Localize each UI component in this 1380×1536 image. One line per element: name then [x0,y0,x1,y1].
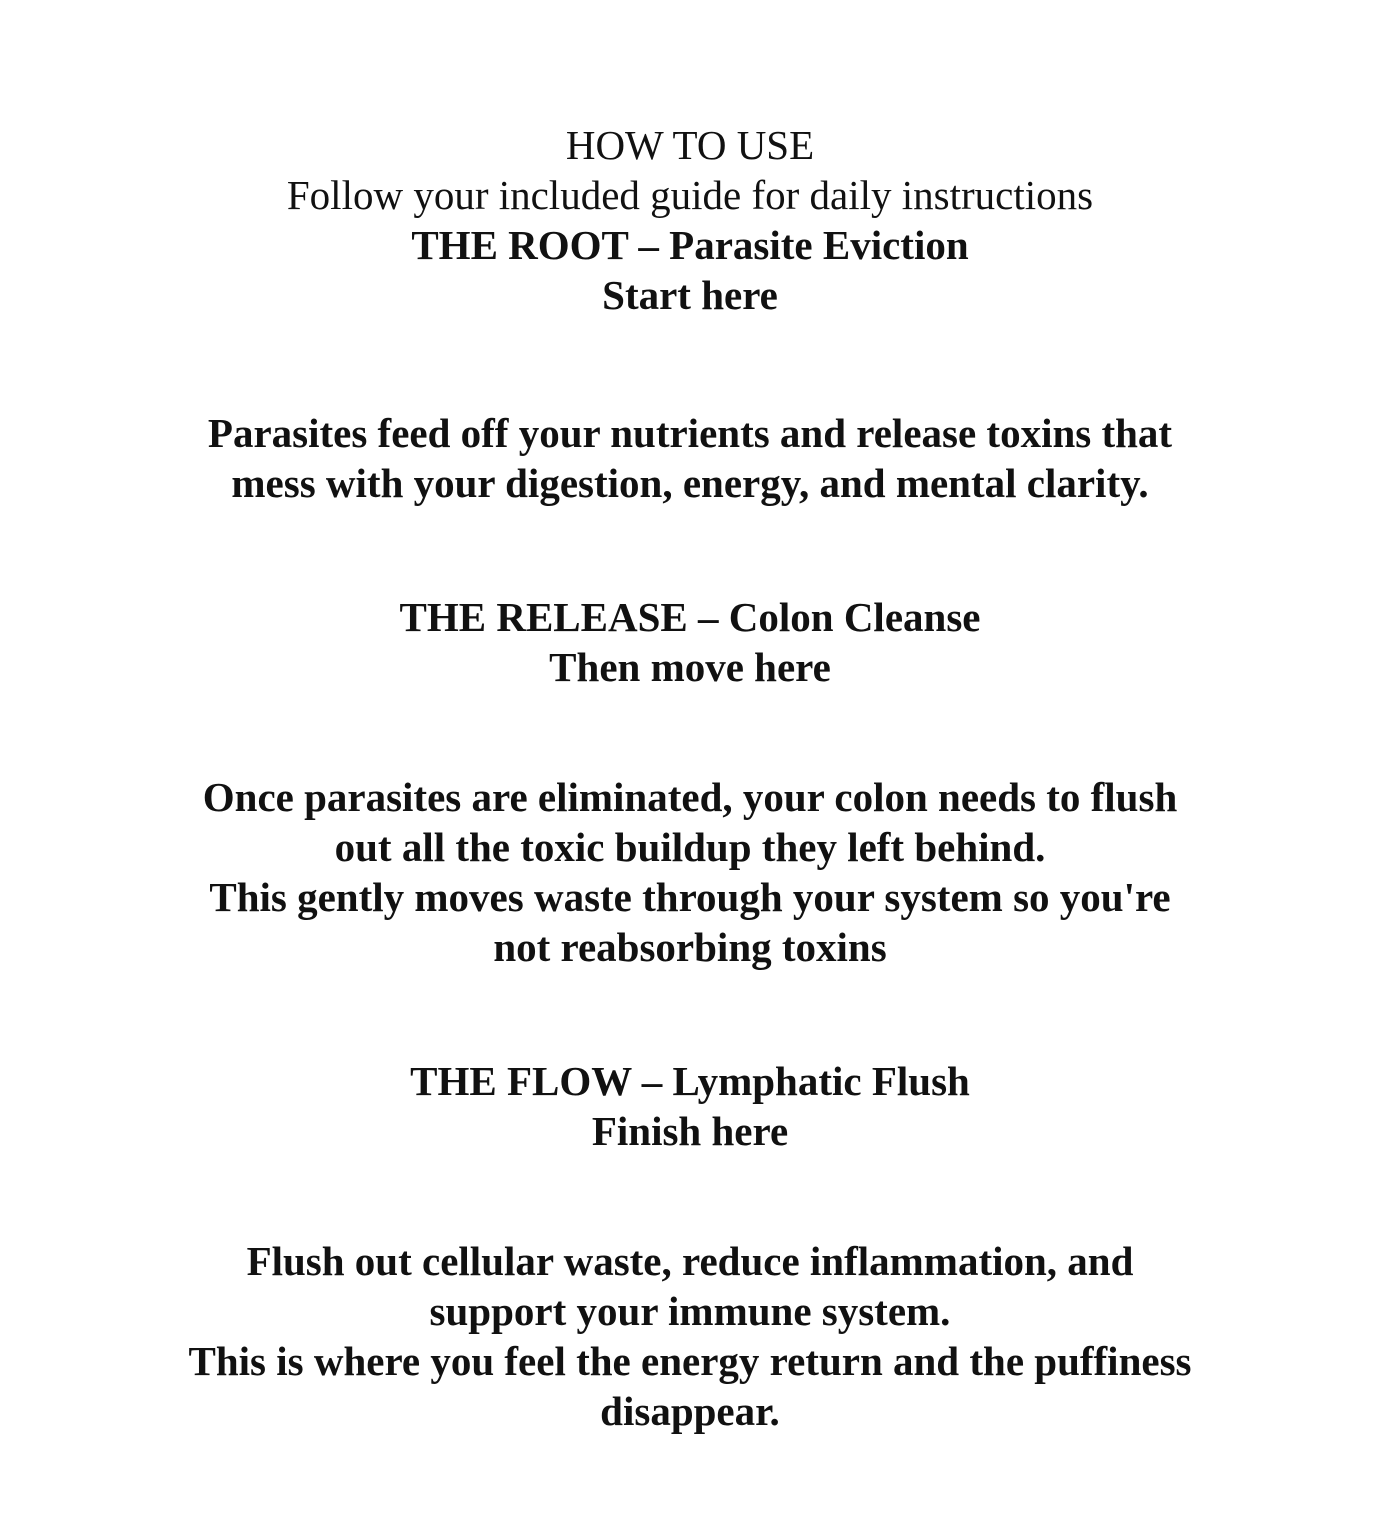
section-step-label: Then move here [549,644,831,691]
spacer [90,1156,1290,1236]
spacer [90,320,1290,408]
page-title: HOW TO USE [565,122,815,168]
section-heading-dash: – [628,222,670,269]
section-heading [90,592,1290,642]
body-line: disappear. [600,1388,780,1435]
section-heading-rest: Colon Cleanse [728,594,981,641]
body-line: out all the toxic buildup they left behind. [334,824,1046,871]
section-the-release [90,592,1290,972]
section-heading-rest: Lymphatic Flush [672,1058,970,1105]
section-body [135,772,1245,972]
section-body [135,1236,1245,1436]
section-the-root [90,220,1290,508]
body-line: not reabsorbing toxins [493,924,887,971]
spacer [90,692,1290,772]
spacer [90,972,1290,1056]
section-heading-strong: THE RELEASE [399,594,688,641]
spacer [90,508,1290,592]
body-line: This is where you feel the energy return and the puffiness [188,1338,1192,1385]
section-heading [90,1056,1290,1106]
section-heading [90,220,1290,270]
section-body [135,408,1245,508]
body-line: support your immune system. [429,1288,951,1335]
body-line: mess with your digestion, energy, and mental clarity. [231,460,1149,507]
page-subtitle: Follow your included guide for daily instructions [286,172,1094,219]
section-the-flow [90,1056,1290,1436]
body-line: Once parasites are eliminated, your colon needs to flush [202,774,1178,821]
section-heading-strong: THE ROOT [411,222,629,269]
section-heading-rest: Parasite Eviction [669,222,969,269]
body-line: This gently moves waste through your system so you're [209,874,1171,921]
document-header [90,120,1290,220]
section-heading-strong: THE FLOW [410,1058,632,1105]
body-line: Parasites feed off your nutrients and release toxins that [207,410,1173,457]
section-heading-dash: – [687,594,729,641]
section-step-label: Finish here [591,1108,789,1155]
section-step-label: Start here [602,272,778,319]
body-line: Flush out cellular waste, reduce inflammation, and [246,1238,1134,1285]
section-heading-dash: – [631,1058,673,1105]
